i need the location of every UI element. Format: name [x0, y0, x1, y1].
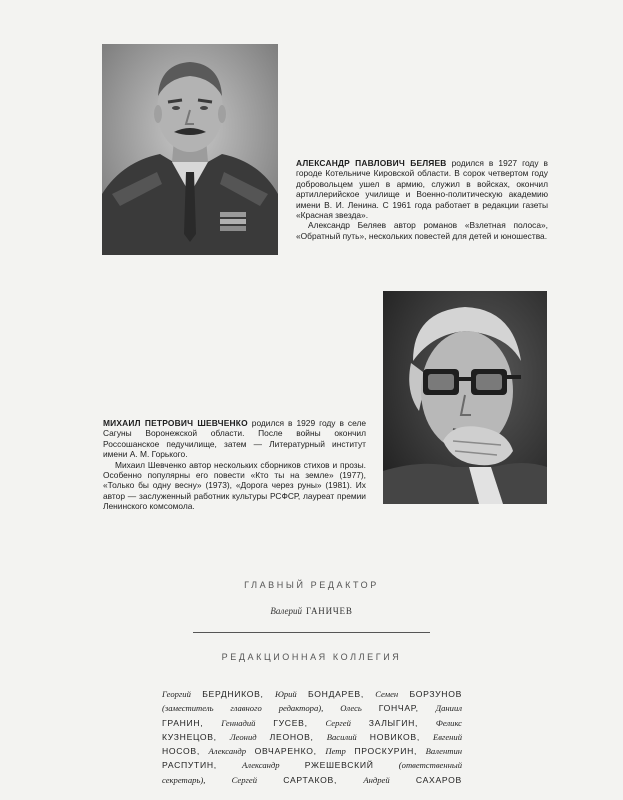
- bio-belyaev-name: АЛЕКСАНДР ПАВЛОВИЧ БЕЛЯЕВ: [296, 158, 447, 168]
- bio-belyaev-paragraph-1: [296, 158, 548, 220]
- board-member-first-name: Леонид: [229, 731, 257, 742]
- board-member-first-name: Геннадий: [221, 717, 256, 728]
- board-member-surname: НОВИКОВ,: [369, 731, 420, 742]
- board-member-first-name: Василий: [326, 731, 357, 742]
- board-member-note: (ответственный: [398, 760, 463, 771]
- photo-shevchenko: [383, 291, 547, 504]
- photo-belyaev: [102, 44, 278, 255]
- board-line: [162, 730, 462, 744]
- board-member-surname: КУЗНЕЦОВ,: [162, 731, 217, 742]
- board-member-first-name: Семен: [375, 689, 399, 699]
- bio-shevchenko-name: МИХАИЛ ПЕТРОВИЧ ШЕВЧЕНКО: [103, 418, 248, 428]
- board-line: [162, 758, 462, 772]
- board-line: [162, 701, 462, 715]
- board-member-surname: РЖЕШЕВСКИЙ: [304, 760, 374, 771]
- board-member-first-name: Валентин: [425, 746, 463, 757]
- portrait-shevchenko-image: [383, 291, 547, 504]
- bio-shevchenko-paragraph-2: Михаил Шевченко автор нескольких сборников стихов и прозы. Особенно популярны его повести «Кто ты на земле» (1977), «Только бы одну весну» (1973), «Дорога через руны» (1981). Их автор — заслуженный работник культуры РСФСР, лауреат премии Ленинского комсомола.: [103, 459, 366, 512]
- board-member-note: секретарь),: [162, 774, 206, 785]
- section-divider: [193, 632, 430, 633]
- chief-editor-first-name: Валерий: [270, 606, 302, 616]
- board-member-surname: НОСОВ,: [162, 746, 200, 757]
- board-member-surname: РАСПУТИН,: [162, 760, 217, 771]
- board-member-surname: ОВЧАРЕНКО,: [254, 746, 317, 757]
- board-member-first-name: Евгений: [433, 731, 463, 742]
- board-line: [162, 773, 462, 787]
- board-member-surname: ПРОСКУРИН,: [354, 746, 418, 757]
- board-member-first-name: Сергей: [231, 774, 257, 785]
- editorial-board-list: [162, 687, 462, 787]
- board-member-first-name: Георгий: [162, 689, 191, 699]
- bio-shevchenko-text-1: родился в 1929 году в селе Сагуны Воронежской области. После войны окончил Россошанское педучилище, затем — Литературный институт имени А. М. Горького.: [103, 418, 366, 460]
- board-member-surname: БОРЗУНОВ: [409, 689, 463, 699]
- board-line: [162, 687, 462, 701]
- board-member-first-name: Александр: [242, 760, 280, 771]
- board-member-first-name: Сергей: [325, 717, 351, 728]
- board-member-surname: БЕРДНИКОВ,: [202, 689, 264, 699]
- board-member-surname: ГОНЧАР,: [378, 703, 419, 714]
- board-member-first-name: Даниил: [435, 703, 462, 714]
- board-member-surname: САХАРОВ: [415, 774, 462, 785]
- editorial-board-heading: РЕДАКЦИОННАЯ КОЛЛЕГИЯ: [221, 652, 402, 662]
- board-line: [162, 744, 462, 758]
- board-member-surname: ЛЕОНОВ,: [269, 731, 314, 742]
- board-member-first-name: Александр: [208, 746, 247, 757]
- board-member-first-name: Андрей: [363, 774, 390, 785]
- bio-shevchenko: [103, 418, 366, 512]
- board-member-first-name: Олесь: [340, 703, 362, 714]
- board-member-first-name: Юрий: [274, 689, 297, 699]
- board-member-surname: ЗАЛЫГИН,: [368, 717, 419, 728]
- bio-shevchenko-paragraph-1: [103, 418, 366, 460]
- portrait-belyaev-image: [102, 44, 278, 255]
- bio-belyaev: [296, 158, 548, 241]
- board-member-first-name: Петр: [325, 746, 346, 757]
- board-member-note: (заместитель главного редактора),: [162, 703, 324, 714]
- board-member-first-name: Феликс: [435, 717, 462, 728]
- board-member-surname: ГРАНИН,: [162, 717, 204, 728]
- bio-belyaev-text-1: родился в 1927 году в городе Котельниче Кировской области. В сорок четвертом году добровольцем ушел в армию, служил в войсках, окончил артиллерийское училище и Военно-политическую академию имени В. И. Ленина. С 1961 года работает в редакции газеты «Красная звезда».: [296, 158, 548, 221]
- chief-editor-heading: ГЛАВНЫЙ РЕДАКТОР: [244, 580, 379, 590]
- bio-belyaev-paragraph-2: Александр Беляев автор романов «Взлетная полоса», «Обратный путь», нескольких повестей для детей и юношества.: [296, 220, 548, 241]
- board-member-surname: БОНДАРЕВ,: [308, 689, 364, 699]
- board-line: [162, 716, 462, 730]
- chief-editor-name: [0, 606, 623, 616]
- board-member-surname: САРТАКОВ,: [283, 774, 338, 785]
- board-member-surname: ГУСЕВ,: [273, 717, 308, 728]
- chief-editor-last-name: ГАНИЧЕВ: [305, 606, 353, 616]
